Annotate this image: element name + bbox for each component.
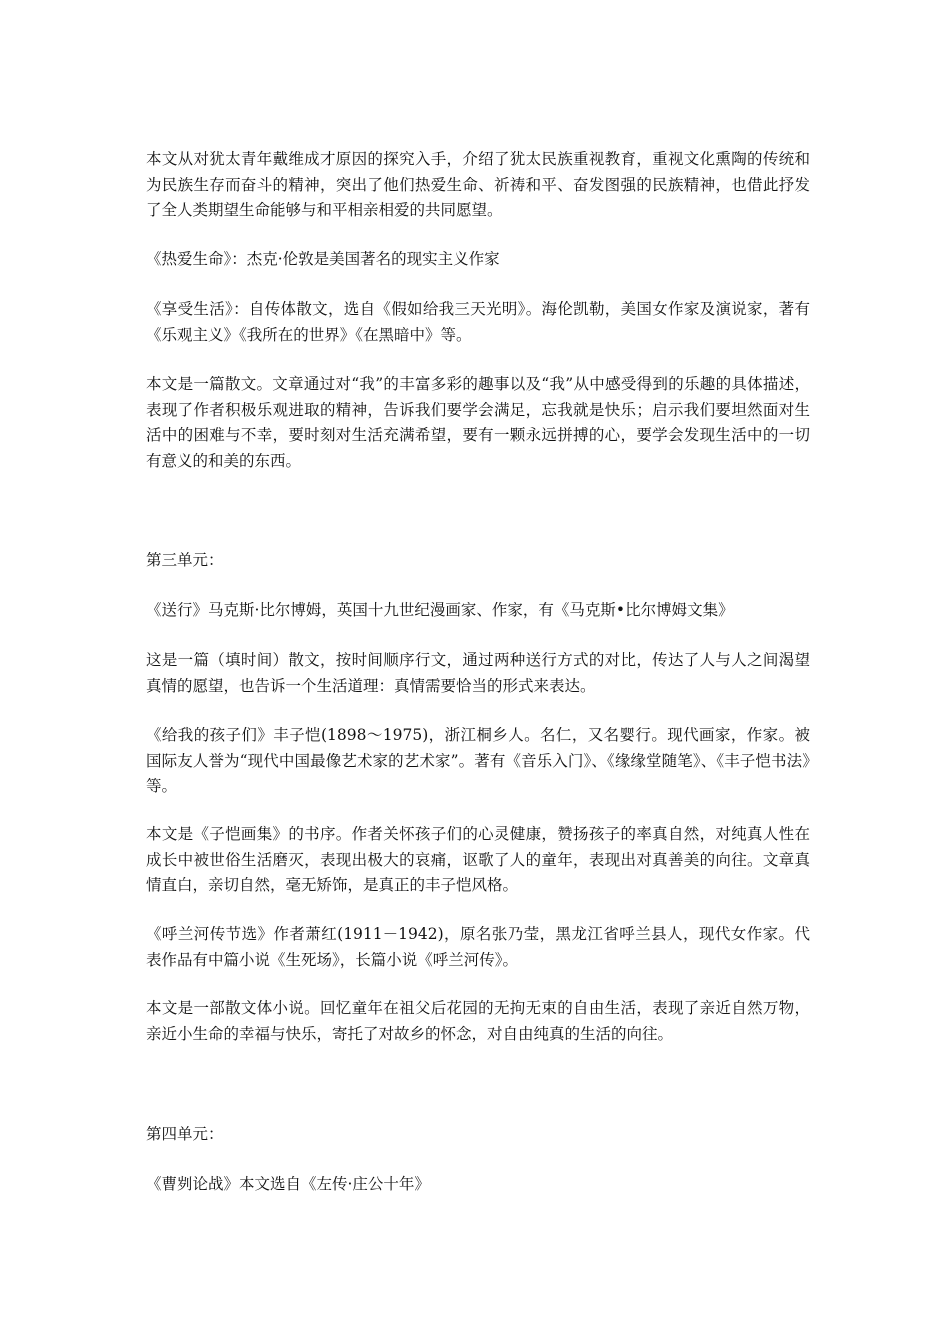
paragraph-to-my-children-summary: 本文是《子恺画集》的书序。作者关怀孩子们的心灵健康，赞扬孩子的率真自然，对纯真人性在成长中被世俗生活磨灭，表现出极大的哀痛，讴歌了人的童年，表现出对真善美的向往。文章真情直白，亲切自然，毫无矫饰，是真正的丰子恺风格。 (146, 825, 810, 894)
paragraph-cao-gui-note: 《曹刿论战》本文选自《左传·庄公十年》 (146, 1175, 430, 1193)
paragraph-hulan-river-summary: 本文是一部散文体小说。回忆童年在祖父后花园的无拘无束的自由生活，表现了亲近自然万物，亲近小生命的幸福与快乐，寄托了对故乡的怀念，对自由纯真的生活的向往。 (146, 999, 810, 1043)
paragraph-to-my-children-note: 《给我的孩子们》丰子恺(1898～1975)，浙江桐乡人。名仁，又名婴行。现代画家，作家。被国际友人誉为“现代中国最像艺术家的艺术家”。著有《音乐入门》、《缘缘堂随笔》、《丰子恺书法》等。 (146, 726, 810, 795)
unit-three-heading: 第三单元： (146, 551, 224, 569)
paragraph-hulan-river-note: 《呼兰河传节选》作者萧红(1911－1942)，原名张乃莹，黑龙江省呼兰县人，现代女作家。代表作品有中篇小说《生死场》，长篇小说《呼兰河传》。 (146, 925, 810, 969)
paragraph-farewell-summary: 这是一篇（填时间）散文，按时间顺序行文，通过两种送行方式的对比，传达了人与人之间渴望真情的愿望，也告诉一个生活道理：真情需要恰当的形式来表达。 (146, 651, 810, 695)
paragraph-farewell-note: 《送行》马克斯·比尔博姆，英国十九世纪漫画家、作家，有《马克斯•比尔博姆文集》 (146, 601, 734, 619)
paragraph-intro-summary: 本文从对犹太青年戴维成才原因的探究入手，介绍了犹太民族重视教育，重视文化熏陶的传统和为民族生存而奋斗的精神，突出了他们热爱生命、祈祷和平、奋发图强的民族精神，也借此抒发了全人类期望生命能够与和平相亲相爱的共同愿望。 (146, 150, 810, 219)
paragraph-love-life-note: 《热爱生命》：杰克·伦敦是美国著名的现实主义作家 (146, 250, 500, 268)
paragraph-enjoy-life-note: 《享受生活》：自传体散文，选自《假如给我三天光明》。海伦凯勒，美国女作家及演说家，著有《乐观主义》《我所在的世界》《在黑暗中》等。 (146, 300, 810, 344)
paragraph-enjoy-life-summary: 本文是一篇散文。文章通过对“我”的丰富多彩的趣事以及“我”从中感受得到的乐趣的具体描述，表现了作者积极乐观进取的精神，告诉我们要学会满足，忘我就是快乐；启示我们要坦然面对生活中的困难与不幸，要时刻对生活充满希望，要有一颗永远拼搏的心，要学会发现生活中的一切有意义的和美的东西。 (146, 375, 810, 470)
unit-four-heading: 第四单元： (146, 1125, 224, 1143)
